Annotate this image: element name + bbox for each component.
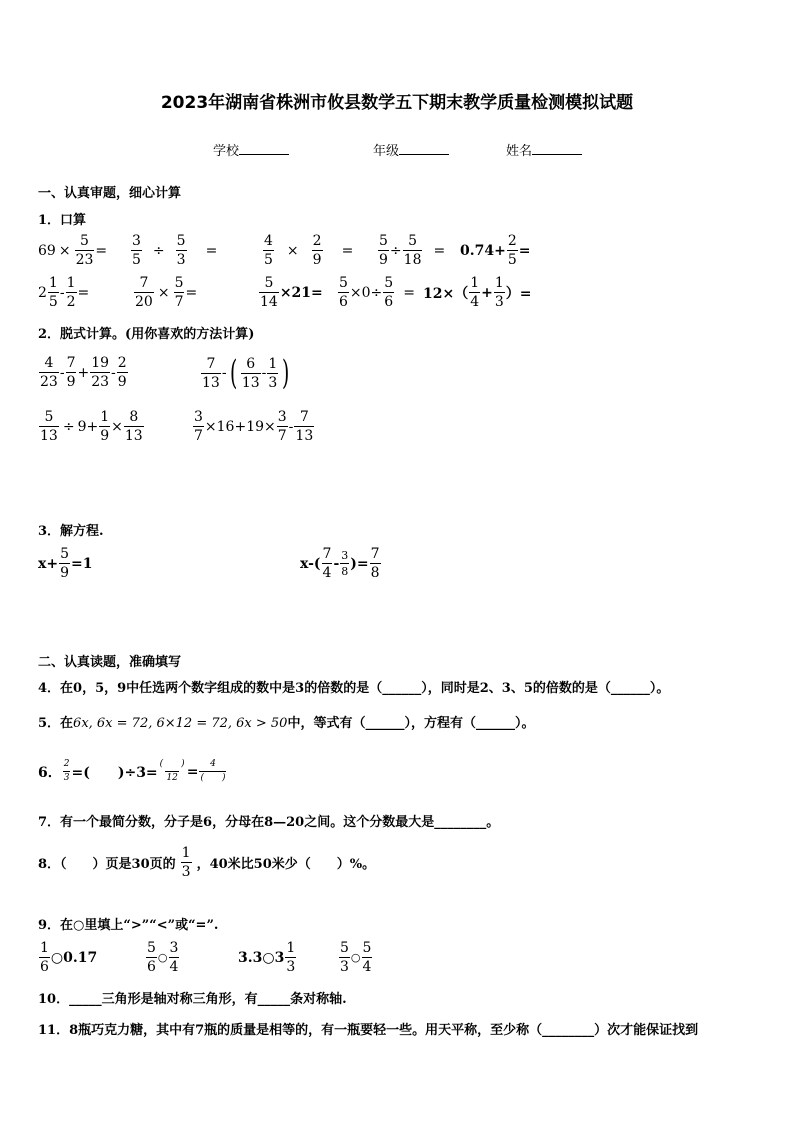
fraction: $\frac{7}{20}$ (135, 275, 153, 310)
operator: = (433, 242, 446, 259)
operator: = (518, 242, 531, 259)
fraction: $\frac{1}{3}$ (181, 845, 191, 880)
operator: - (59, 364, 65, 381)
compare-value: ○0.17 (50, 949, 98, 966)
number: 2 (38, 284, 47, 301)
fraction: $\frac{5}{3}$ (340, 940, 349, 975)
fraction: $\frac{7}{13}$ (295, 409, 314, 444)
oral-calc-6 (38, 276, 89, 309)
oral-calc-4 (377, 234, 448, 267)
fraction: $\frac{1}{5}$ (48, 275, 58, 310)
number: 69 (38, 242, 56, 259)
question-2: 2．脱式计算。(用你喜欢的方法计算) (38, 327, 255, 342)
compare-circle[interactable]: ○ (157, 951, 168, 964)
name-blank[interactable] (532, 142, 582, 155)
fraction: $\frac{5}{9}$ (379, 233, 388, 268)
compare-4 (338, 941, 373, 974)
operator: - (59, 284, 65, 301)
operator: - (221, 365, 227, 381)
section-2-heading: 二、认真读题，准确填写 (38, 655, 182, 670)
operator: × (286, 242, 299, 259)
fraction: $\frac{1}{3}$ (494, 275, 504, 310)
question-11: 11．8瓶巧克力糖，其中有7瓶的质量是相等的，有一瓶要轻一些。用天平称，至少称（________）次才能保证找到 (38, 1023, 699, 1038)
question-1: 1．口算 (38, 213, 87, 228)
fraction: $\frac{1}{2}$ (66, 275, 76, 310)
operator: + (86, 418, 99, 435)
number: ×16+19× (204, 418, 276, 435)
fraction: $\frac{1}{3}$ (268, 355, 278, 391)
oral-calc-3 (262, 234, 356, 267)
mixed-calc-2 (200, 353, 293, 393)
oral-calc-9 (337, 276, 418, 309)
grade-label: 年级 (373, 144, 400, 159)
operator: - (333, 555, 340, 572)
fraction: $\frac{1}{3}$ (286, 940, 296, 975)
fraction: $\frac{3}{7}$ (277, 409, 287, 444)
oral-calc-5 (460, 234, 530, 267)
operator: = (95, 242, 108, 259)
question-5-prefix: 5．在 (38, 716, 74, 731)
oral-calc-1 (38, 234, 107, 267)
fraction: $\frac{3}{8}$ (341, 549, 349, 578)
fraction: $\frac{5}{6}$ (147, 940, 156, 975)
denominator: 12 (166, 773, 178, 783)
fraction: $\frac{3}{4}$ (169, 940, 179, 975)
question-9: 9．在○里填上“>”“<”或“=”. (38, 918, 219, 933)
operator: × (58, 242, 71, 259)
fraction: $\frac{5}{7}$ (174, 275, 184, 310)
equation-1 (38, 547, 92, 580)
operator: = (185, 284, 198, 301)
question-4: 4．在0，5，9中任选两个数字组成的数中是3的倍数的是（______），同时是2、3、5的倍数的是（______）。 (38, 681, 670, 696)
fraction: $\frac{6}{13}$ (241, 355, 260, 391)
fraction (199, 760, 226, 783)
equation-2 (300, 547, 382, 580)
question-3: 3．解方程. (38, 524, 104, 539)
fraction: $\frac{5}{18}$ (403, 233, 422, 268)
fraction (159, 760, 186, 783)
operator: - (288, 418, 294, 435)
numerator: 4 (210, 759, 216, 769)
school-blank[interactable] (239, 142, 289, 155)
operator: = (341, 242, 354, 259)
oral-calc-2 (130, 234, 220, 267)
number: 0.74+ (460, 242, 506, 259)
number: ×21= (279, 284, 323, 301)
fraction: $\frac{5}{6}$ (339, 275, 348, 310)
school-label: 学校 (213, 144, 240, 159)
fraction: $\frac{3}{5}$ (132, 233, 141, 268)
grade-blank[interactable] (399, 142, 449, 155)
compare-1 (38, 941, 97, 974)
fraction: $\frac{3}{7}$ (194, 409, 203, 444)
fraction: $\frac{1}{4}$ (470, 275, 480, 310)
fraction: $\frac{5}{9}$ (60, 546, 69, 581)
fraction: $\frac{2}{9}$ (312, 233, 322, 268)
fraction: $\frac{4}{5}$ (264, 233, 273, 268)
compare-circle[interactable]: ○ (350, 951, 361, 964)
fraction: $\frac{7}{13}$ (202, 355, 220, 391)
oral-calc-7 (133, 276, 197, 309)
fraction: $\frac{19}{23}$ (91, 355, 110, 390)
operator: = (186, 763, 199, 780)
name-label: 姓名 (506, 144, 533, 159)
operator: × (111, 418, 123, 435)
fraction: $\frac{4}{23}$ (40, 355, 58, 390)
fraction: $\frac{5}{6}$ (384, 275, 394, 310)
question-6-label: 6． (38, 764, 62, 781)
question-8-suffix: ，40米比50米少（ ）%。 (196, 857, 376, 872)
question-10: 10．_____三角形是轴对称三角形，有_____条对称轴. (38, 992, 347, 1007)
number: 12×（ (423, 285, 469, 302)
compare-2 (145, 941, 180, 974)
question-6-middle: =( )÷3= (71, 764, 158, 781)
grade-field (373, 140, 449, 159)
operator: + (77, 364, 90, 381)
fraction: $\frac{1}{6}$ (40, 940, 49, 975)
fraction: $\frac{5}{14}$ (260, 275, 278, 310)
right-paren: ) (282, 353, 290, 393)
question-8 (38, 846, 375, 879)
denominator: ( ) (200, 773, 226, 783)
question-5 (38, 712, 534, 731)
denominator: 3 (63, 773, 70, 783)
question-5-suffix: 中，等式有（______），方程有（______）。 (287, 716, 535, 731)
section-1-heading: 一、认真审题，细心计算 (38, 186, 182, 201)
number: ×0÷ (349, 284, 383, 301)
mixed-calc-3: $\frac{5}{13}$ ÷ 9 + $\frac{1}{9}$ × $\frac{8}{13}$ (40, 409, 143, 444)
question-7: 7．有一个最简分数，分子是6，分母在8—20之间。这个分数最大是________。 (38, 815, 500, 830)
fraction: $\frac{1}{9}$ (100, 409, 110, 444)
operator: - (111, 364, 116, 381)
fraction: $\frac{7}{4}$ (322, 546, 332, 581)
oral-calc-8 (258, 276, 323, 309)
fraction: $\frac{2}{5}$ (507, 233, 517, 268)
operator: = (77, 284, 90, 301)
number: x+ (38, 555, 59, 572)
question-6 (38, 760, 227, 783)
operator: - (261, 365, 267, 381)
number: x-( (300, 555, 321, 572)
question-8-prefix: 8．（ ）页是30页的 (38, 857, 176, 872)
fraction: $\frac{2}{9}$ (117, 355, 127, 390)
operator: ÷ (62, 418, 75, 435)
operator: ÷ (152, 242, 165, 259)
fraction: $\frac{5}{23}$ (75, 233, 94, 268)
operator: = (205, 242, 218, 259)
question-5-expression: 6x, 6x = 72, 6×12 = 72, 6x > 50 (73, 716, 288, 731)
numerator: 2 (63, 759, 70, 769)
left-paren: ( (229, 353, 237, 393)
number: =1 (71, 555, 93, 572)
operator: ÷ (389, 242, 402, 259)
fraction: $\frac{7}{8}$ (370, 546, 380, 581)
compare-value: 3.3○3 (238, 949, 285, 966)
name-field (506, 140, 582, 159)
fraction: $\frac{5}{3}$ (176, 233, 186, 268)
page-title: 2023年湖南省株洲市攸县数学五下期末教学质量检测模拟试题 (160, 93, 634, 113)
fraction: $\frac{5}{4}$ (362, 940, 372, 975)
fraction: $\frac{5}{13}$ (40, 409, 58, 444)
mixed-calc-1 (38, 356, 129, 389)
fraction: $\frac{7}{9}$ (66, 355, 76, 390)
operator: + (481, 284, 493, 301)
oral-calc-10 (423, 276, 532, 309)
fraction: $\frac{8}{13}$ (124, 409, 143, 444)
operator: = (403, 284, 415, 301)
fraction (63, 760, 71, 783)
operator: × (157, 284, 170, 301)
mixed-calc-4 (192, 410, 315, 443)
number: )= (350, 555, 369, 572)
school-field (213, 140, 289, 159)
number: ）= (505, 285, 532, 302)
compare-3 (238, 941, 297, 974)
numerator: ( ) (159, 759, 185, 769)
